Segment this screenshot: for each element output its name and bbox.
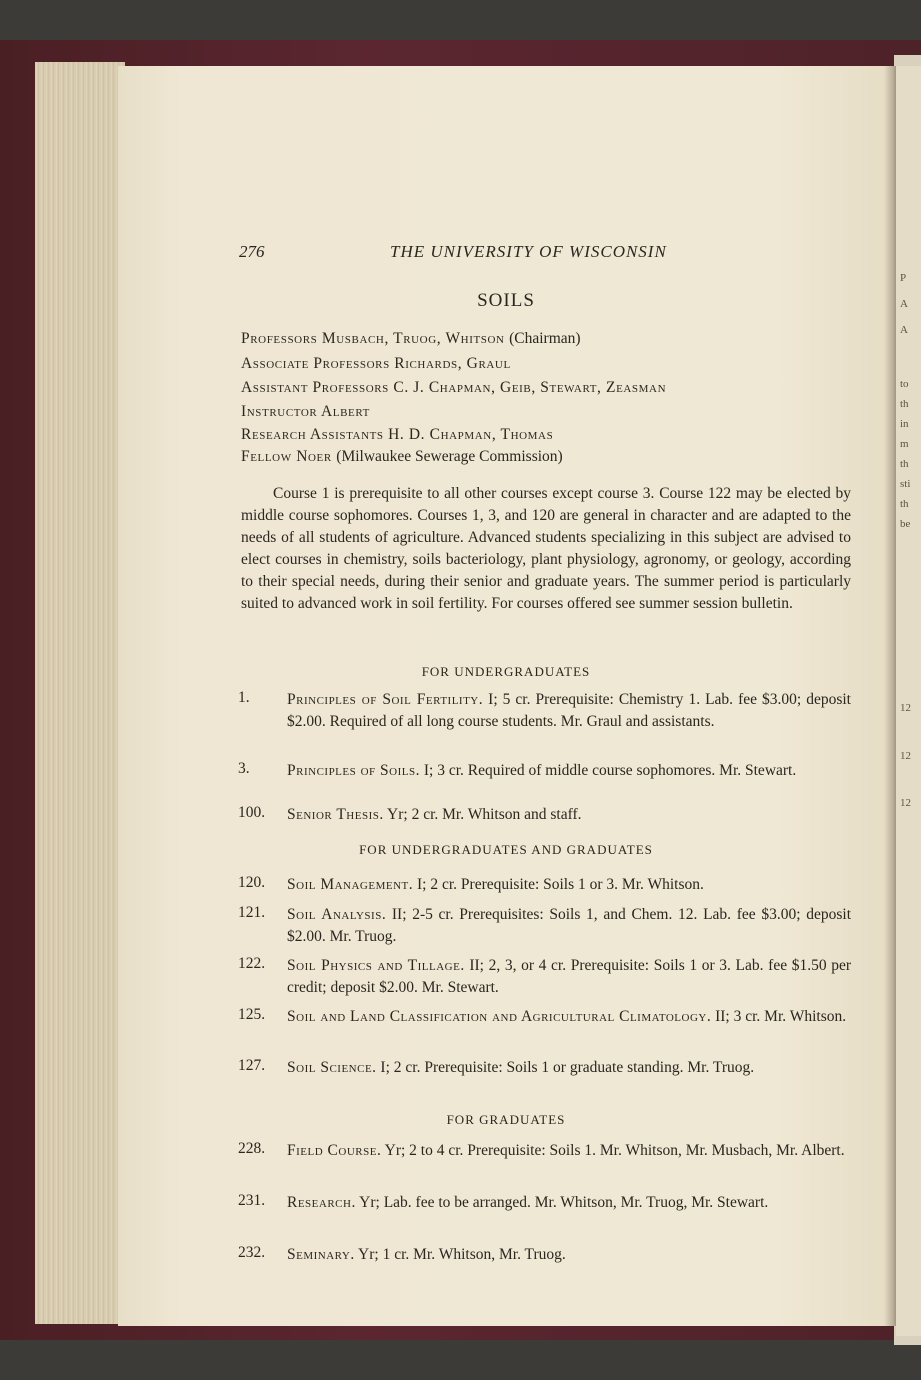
- staff-line: Professors Musbach, Truog, Whitson (Chairman): [241, 330, 581, 347]
- course-entry: Soil and Land Classification and Agricultural Climatology. II; 3 cr. Mr. Whitson.: [287, 1008, 847, 1025]
- course-number: 231.: [238, 1192, 266, 1209]
- course-number: 120.: [238, 874, 266, 891]
- course-entry: Seminary. Yr; 1 cr. Mr. Whitson, Mr. Truog.: [287, 1246, 566, 1263]
- course-number: 125.: [238, 1006, 266, 1023]
- staff-line: Assistant Professors C. J. Chapman, Geib, Stewart, Zeasman: [241, 379, 667, 396]
- course-number: 228.: [238, 1140, 266, 1157]
- section-heading: FOR UNDERGRADUATES AND GRADUATES: [359, 842, 653, 857]
- course-number: 122.: [238, 955, 266, 972]
- section-title: SOILS: [477, 290, 535, 311]
- section-heading: FOR UNDERGRADUATES: [421, 664, 591, 679]
- next-page-fragment: 12: [900, 702, 911, 714]
- course-entry: Research. Yr; Lab. fee to be arranged. Mr. Whitson, Mr. Truog, Mr. Stewart.: [287, 1194, 769, 1211]
- staff-line: Fellow Noer (Milwaukee Sewerage Commission): [241, 448, 563, 465]
- next-page-fragment: A: [900, 298, 908, 310]
- course-entry: Soil Analysis. II; 2-5 cr. Prerequisites: Soils 1, and Chem. 12. Lab. fee $3.00; deposit $2.00. Mr. Truog.: [287, 906, 851, 945]
- page-number: 276: [239, 242, 265, 261]
- course-entry: Field Course. Yr; 2 to 4 cr. Prerequisite: Soils 1. Mr. Whitson, Mr. Musbach, Mr. Albert.: [287, 1142, 845, 1159]
- next-page-fragment: in: [900, 418, 909, 430]
- next-page-fragment: P: [900, 272, 907, 284]
- section-heading: FOR GRADUATES: [446, 1112, 566, 1127]
- course-entry: Principles of Soils. I; 3 cr. Required of middle course sophomores. Mr. Stewart.: [287, 762, 797, 779]
- course-number: 121.: [238, 904, 266, 921]
- page-stack-edge: [35, 62, 125, 1324]
- staff-line: Research Assistants H. D. Chapman, Thomas: [241, 426, 554, 443]
- course-entry: Senior Thesis. Yr; 2 cr. Mr. Whitson and staff.: [287, 806, 582, 823]
- course-number: 1.: [238, 689, 250, 706]
- course-number: 232.: [238, 1244, 266, 1261]
- next-page-fragment: m: [900, 438, 909, 450]
- course-number: 100.: [238, 804, 266, 821]
- next-page-fragment: th: [900, 458, 909, 470]
- next-page-fragment: to: [900, 378, 909, 390]
- course-number: 3.: [238, 760, 250, 777]
- next-page-fragment: th: [900, 398, 909, 410]
- next-page-fragment: sti: [900, 478, 911, 490]
- next-page-fragment: 12: [900, 797, 911, 809]
- course-entry: Soil Physics and Tillage. II; 2, 3, or 4 cr. Prerequisite: Soils 1 or 3. Lab. fee $1.50 per credit; deposit $2.00. Mr. Stewart.: [287, 957, 852, 996]
- next-page-fragment: A: [900, 324, 908, 336]
- course-entry: Soil Management. I; 2 cr. Prerequisite: Soils 1 or 3. Mr. Whitson.: [287, 876, 704, 893]
- staff-line: Instructor Albert: [241, 403, 370, 420]
- intro-paragraph: Course 1 is prerequisite to all other courses except course 3. Course 122 may be elected by middle course sophomores. Courses 1, 3, and 120 are general in character and are adapted to the needs of all students of agriculture. Advanced students specializing in this subject are advised to elect courses in chemistry, soils bacteriology, plant physiology, agronomy, or geology, according to their special needs, during their senior and graduate years. The summer period is particularly suited to advanced work in soil fertility. For courses offered see summer session bulletin.: [241, 485, 851, 612]
- course-entry: Soil Science. I; 2 cr. Prerequisite: Soils 1 or graduate standing. Mr. Truog.: [287, 1059, 755, 1076]
- next-page-fragment: be: [900, 518, 911, 530]
- next-page-edge: [896, 66, 921, 1336]
- course-number: 127.: [238, 1057, 266, 1074]
- next-page-fragment: th: [900, 498, 909, 510]
- running-title: THE UNIVERSITY OF WISCONSIN: [390, 242, 667, 261]
- page-gutter-shadow: [884, 66, 896, 1326]
- staff-line: Associate Professors Richards, Graul: [241, 355, 511, 372]
- course-entry: Principles of Soil Fertility. I; 5 cr. Prerequisite: Chemistry 1. Lab. fee $3.00; deposit $2.00. Required of all long course students. Mr. Graul and assistants.: [287, 691, 851, 730]
- next-page-fragment: 12: [900, 750, 911, 762]
- catalog-page: [118, 66, 894, 1326]
